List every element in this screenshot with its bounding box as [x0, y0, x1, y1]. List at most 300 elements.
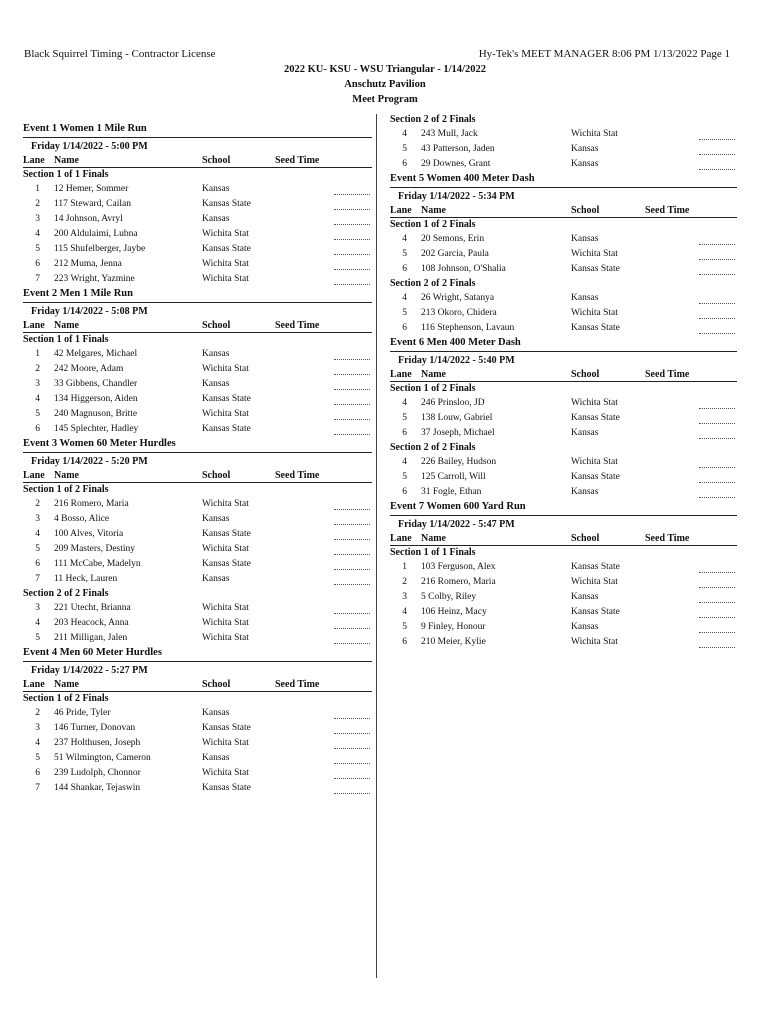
entry-row	[390, 291, 737, 306]
lane-number: 4	[402, 234, 407, 244]
section-title: Section 1 of 1 Finals	[23, 334, 109, 345]
entry-row	[390, 426, 737, 441]
left-column	[23, 122, 372, 796]
name-header: Name	[421, 533, 446, 544]
event-block	[23, 646, 372, 796]
lane-header: Lane	[23, 679, 45, 690]
school-header: School	[571, 205, 600, 216]
athlete-name: 125 Carroll, Will	[421, 472, 486, 482]
athlete-name: 33 Gibbens, Chandler	[54, 379, 138, 389]
school-name: Kansas State	[202, 559, 251, 569]
name-header: Name	[54, 679, 79, 690]
software-page-info: Hy-Tek's MEET MANAGER 8:06 PM 1/13/2022 Page 1	[478, 48, 730, 60]
meet-venue: Anschutz Pavilion	[344, 79, 426, 90]
seed-time-blank	[334, 185, 370, 195]
school-name: Wichita Stat	[202, 768, 249, 778]
athlete-name: 237 Holthusen, Joseph	[54, 738, 141, 748]
lane-number: 3	[35, 603, 40, 613]
athlete-name: 223 Wright, Yazmine	[54, 274, 135, 284]
seed-time-header: Seed Time	[275, 679, 320, 690]
seed-time-blank	[699, 429, 735, 439]
seed-time-blank	[334, 515, 370, 525]
entry-row	[23, 631, 372, 646]
seed-time-header: Seed Time	[645, 205, 690, 216]
column-header	[390, 204, 737, 218]
entry-row	[23, 706, 372, 721]
event-datetime: Friday 1/14/2022 - 5:47 PM	[398, 519, 515, 530]
seed-time-blank	[699, 578, 735, 588]
lane-number: 3	[35, 379, 40, 389]
lane-number: 4	[35, 738, 40, 748]
section-title: Section 2 of 2 Finals	[390, 442, 476, 453]
seed-time-blank	[334, 260, 370, 270]
school-name: Kansas State	[571, 264, 620, 274]
entry-row	[390, 560, 737, 575]
lane-number: 3	[402, 592, 407, 602]
seed-time-blank	[334, 200, 370, 210]
seed-time-header: Seed Time	[275, 470, 320, 481]
entry-row	[23, 766, 372, 781]
school-name: Kansas	[571, 159, 599, 169]
section-title: Section 1 of 1 Finals	[390, 547, 476, 558]
section-title: Section 1 of 2 Finals	[390, 383, 476, 394]
seed-time-blank	[334, 380, 370, 390]
lane-number: 4	[402, 457, 407, 467]
event-datetime: Friday 1/14/2022 - 5:08 PM	[31, 306, 148, 317]
seed-time-blank	[699, 623, 735, 633]
school-name: Wichita Stat	[202, 409, 249, 419]
school-name: Wichita Stat	[202, 274, 249, 284]
seed-time-blank	[699, 593, 735, 603]
school-name: Wichita Stat	[571, 308, 618, 318]
athlete-name: 106 Heinz, Macy	[421, 607, 487, 617]
lane-number: 7	[35, 274, 40, 284]
entry-row	[390, 605, 737, 620]
seed-time-blank	[699, 608, 735, 618]
lane-number: 5	[402, 622, 407, 632]
event-rule	[390, 351, 737, 352]
entry-row	[23, 422, 372, 437]
school-name: Kansas	[202, 349, 230, 359]
entry-row	[390, 306, 737, 321]
entry-row	[23, 721, 372, 736]
athlete-name: 26 Wright, Satanya	[421, 293, 495, 303]
athlete-name: 42 Melgares, Michael	[54, 349, 138, 359]
entry-row	[390, 590, 737, 605]
school-name: Kansas	[571, 428, 599, 438]
school-name: Wichita Stat	[202, 259, 249, 269]
column-header	[23, 319, 372, 333]
school-name: Kansas State	[571, 323, 620, 333]
entry-row	[390, 127, 737, 142]
entry-row	[390, 157, 737, 172]
school-header: School	[202, 470, 231, 481]
event-datetime: Friday 1/14/2022 - 5:00 PM	[31, 141, 148, 152]
lane-number: 2	[402, 577, 407, 587]
entry-row	[390, 485, 737, 500]
entry-row	[390, 142, 737, 157]
school-name: Kansas State	[202, 424, 251, 434]
seed-time-blank	[334, 395, 370, 405]
event-block	[23, 122, 372, 287]
school-name: Kansas	[571, 234, 599, 244]
school-name: Wichita Stat	[202, 618, 249, 628]
seed-time-blank	[334, 560, 370, 570]
school-name: Wichita Stat	[202, 544, 249, 554]
event-block	[23, 437, 372, 646]
school-name: Kansas State	[202, 529, 251, 539]
lane-number: 6	[402, 637, 407, 647]
lane-number: 1	[402, 562, 407, 572]
athlete-name: 240 Magnuson, Britte	[54, 409, 138, 419]
event-datetime: Friday 1/14/2022 - 5:40 PM	[398, 355, 515, 366]
seed-time-blank	[334, 724, 370, 734]
school-name: Kansas State	[571, 562, 620, 572]
lane-number: 4	[35, 229, 40, 239]
school-name: Kansas	[571, 293, 599, 303]
athlete-name: 221 Utecht, Brianna	[54, 603, 131, 613]
seed-time-header: Seed Time	[645, 369, 690, 380]
lane-number: 2	[35, 708, 40, 718]
entry-row	[23, 272, 372, 287]
event-rule	[23, 452, 372, 453]
license-text: Black Squirrel Timing - Contractor License	[24, 48, 216, 60]
seed-time-blank	[699, 488, 735, 498]
lane-number: 4	[402, 293, 407, 303]
entry-row	[390, 455, 737, 470]
seed-time-blank	[334, 739, 370, 749]
entry-row	[390, 470, 737, 485]
athlete-name: 200 Aldulaimi, Lubna	[54, 229, 138, 239]
column-header	[390, 532, 737, 546]
athlete-name: 46 Pride, Tyler	[54, 708, 111, 718]
athlete-name: 216 Romero, Maria	[421, 577, 496, 587]
school-name: Kansas State	[202, 394, 251, 404]
event-title: Event 3 Women 60 Meter Hurdles	[23, 438, 176, 449]
event-rule	[390, 187, 737, 188]
event-block	[390, 172, 737, 336]
entry-row	[23, 182, 372, 197]
seed-time-blank	[699, 294, 735, 304]
athlete-name: 242 Moore, Adam	[54, 364, 124, 374]
entry-row	[23, 377, 372, 392]
school-name: Kansas State	[202, 199, 251, 209]
seed-time-blank	[334, 530, 370, 540]
event-title: Event 4 Men 60 Meter Hurdles	[23, 647, 162, 658]
seed-time-blank	[334, 769, 370, 779]
seed-time-blank	[334, 575, 370, 585]
school-name: Wichita Stat	[202, 633, 249, 643]
seed-time-blank	[699, 458, 735, 468]
lane-number: 5	[402, 413, 407, 423]
athlete-name: 243 Mull, Jack	[421, 129, 478, 139]
entry-row	[23, 527, 372, 542]
school-name: Kansas State	[571, 413, 620, 423]
event-rule	[390, 515, 737, 516]
entry-row	[390, 247, 737, 262]
school-name: Wichita Stat	[571, 249, 618, 259]
lane-number: 5	[402, 144, 407, 154]
lane-number: 4	[402, 129, 407, 139]
section-title: Section 1 of 2 Finals	[23, 484, 109, 495]
entry-row	[23, 601, 372, 616]
event-datetime: Friday 1/14/2022 - 5:27 PM	[31, 665, 148, 676]
lane-number: 5	[35, 409, 40, 419]
seed-time-blank	[334, 709, 370, 719]
athlete-name: 12 Hemer, Sommer	[54, 184, 129, 194]
school-name: Wichita Stat	[202, 364, 249, 374]
seed-time-blank	[699, 250, 735, 260]
school-name: Kansas	[202, 708, 230, 718]
school-name: Kansas	[202, 379, 230, 389]
name-header: Name	[421, 369, 446, 380]
school-name: Kansas	[571, 487, 599, 497]
section-title: Section 2 of 2 Finals	[390, 278, 476, 289]
entry-row	[23, 557, 372, 572]
school-name: Kansas State	[202, 723, 251, 733]
seed-time-blank	[334, 215, 370, 225]
lane-number: 6	[402, 264, 407, 274]
lane-number: 3	[35, 214, 40, 224]
entry-row	[23, 227, 372, 242]
lane-number: 7	[35, 783, 40, 793]
event-title: Event 2 Men 1 Mile Run	[23, 288, 133, 299]
school-name: Wichita Stat	[202, 738, 249, 748]
school-name: Wichita Stat	[202, 499, 249, 509]
lane-number: 3	[35, 723, 40, 733]
seed-time-blank	[699, 160, 735, 170]
athlete-name: 134 Higgerson, Aiden	[54, 394, 138, 404]
lane-header: Lane	[23, 320, 45, 331]
right-column	[390, 113, 737, 650]
athlete-name: 212 Muma, Jenna	[54, 259, 122, 269]
entry-row	[23, 616, 372, 631]
athlete-name: 209 Masters, Destiny	[54, 544, 136, 554]
athlete-name: 138 Louw, Gabriel	[421, 413, 493, 423]
seed-time-blank	[699, 309, 735, 319]
seed-time-blank	[334, 410, 370, 420]
section-title: Section 1 of 1 Finals	[23, 169, 109, 180]
entry-row	[23, 212, 372, 227]
event-title: Event 5 Women 400 Meter Dash	[390, 173, 535, 184]
lane-header: Lane	[390, 369, 412, 380]
athlete-name: 216 Romero, Maria	[54, 499, 129, 509]
school-name: Kansas	[202, 514, 230, 524]
athlete-name: 117 Steward, Cailan	[54, 199, 131, 209]
lane-number: 1	[35, 184, 40, 194]
entry-row	[23, 542, 372, 557]
lane-number: 6	[35, 424, 40, 434]
school-name: Wichita Stat	[202, 229, 249, 239]
athlete-name: 108 Johnson, O'Shalia	[421, 264, 506, 274]
seed-time-blank	[334, 784, 370, 794]
athlete-name: 29 Downes, Grant	[421, 159, 491, 169]
school-name: Kansas	[202, 184, 230, 194]
entry-row	[23, 347, 372, 362]
school-name: Wichita Stat	[571, 398, 618, 408]
lane-number: 6	[402, 159, 407, 169]
athlete-name: 116 Stephenson, Lavaun	[421, 323, 515, 333]
school-name: Kansas	[571, 592, 599, 602]
seed-time-blank	[334, 245, 370, 255]
athlete-name: 211 Milligan, Jalen	[54, 633, 128, 643]
lane-number: 5	[35, 753, 40, 763]
athlete-name: 51 Wilmington, Cameron	[54, 753, 151, 763]
lane-number: 5	[35, 544, 40, 554]
school-name: Kansas State	[202, 783, 251, 793]
lane-number: 6	[35, 259, 40, 269]
seed-time-blank	[334, 425, 370, 435]
entry-row	[23, 572, 372, 587]
athlete-name: 115 Shufelberger, Jaybe	[54, 244, 146, 254]
athlete-name: 203 Heacock, Anna	[54, 618, 129, 628]
seed-time-blank	[334, 545, 370, 555]
seed-time-blank	[334, 754, 370, 764]
lane-number: 6	[35, 768, 40, 778]
seed-time-blank	[699, 145, 735, 155]
seed-time-blank	[699, 399, 735, 409]
entry-row	[23, 781, 372, 796]
seed-time-blank	[334, 275, 370, 285]
athlete-name: 145 Splechter, Hadley	[54, 424, 139, 434]
athlete-name: 20 Semons, Erin	[421, 234, 485, 244]
entry-row	[390, 635, 737, 650]
school-name: Kansas State	[571, 607, 620, 617]
athlete-name: 11 Heck, Lauren	[54, 574, 118, 584]
event-datetime: Friday 1/14/2022 - 5:20 PM	[31, 456, 148, 467]
athlete-name: 246 Prinsloo, JD	[421, 398, 485, 408]
event-title: Event 1 Women 1 Mile Run	[23, 123, 147, 134]
column-header	[23, 678, 372, 692]
school-name: Kansas State	[571, 472, 620, 482]
entry-row	[390, 232, 737, 247]
entry-row	[390, 262, 737, 277]
lane-number: 5	[402, 249, 407, 259]
lane-number: 3	[35, 514, 40, 524]
event-block	[390, 113, 737, 172]
entry-row	[23, 497, 372, 512]
athlete-name: 9 Finley, Honour	[421, 622, 486, 632]
column-divider	[376, 114, 377, 978]
event-rule	[23, 302, 372, 303]
event-datetime: Friday 1/14/2022 - 5:34 PM	[398, 191, 515, 202]
lane-number: 4	[402, 398, 407, 408]
event-block	[390, 336, 737, 500]
school-header: School	[571, 533, 600, 544]
seed-time-header: Seed Time	[275, 320, 320, 331]
name-header: Name	[54, 470, 79, 481]
name-header: Name	[421, 205, 446, 216]
column-header	[390, 368, 737, 382]
section-title: Section 2 of 2 Finals	[390, 114, 476, 125]
seed-time-blank	[334, 230, 370, 240]
lane-number: 5	[35, 633, 40, 643]
school-name: Wichita Stat	[202, 603, 249, 613]
column-header	[23, 154, 372, 168]
entry-row	[23, 257, 372, 272]
school-header: School	[202, 679, 231, 690]
school-name: Wichita Stat	[571, 457, 618, 467]
name-header: Name	[54, 320, 79, 331]
lane-number: 1	[35, 349, 40, 359]
athlete-name: 144 Shankar, Tejaswin	[54, 783, 141, 793]
program-subtitle: Meet Program	[352, 94, 418, 105]
athlete-name: 146 Turner, Donovan	[54, 723, 136, 733]
entry-row	[390, 620, 737, 635]
school-name: Wichita Stat	[571, 637, 618, 647]
school-name: Wichita Stat	[571, 577, 618, 587]
athlete-name: 5 Colby, Riley	[421, 592, 477, 602]
entry-row	[23, 751, 372, 766]
school-name: Kansas	[571, 622, 599, 632]
seed-time-blank	[334, 634, 370, 644]
section-title: Section 1 of 2 Finals	[390, 219, 476, 230]
entry-row	[23, 392, 372, 407]
seed-time-blank	[699, 235, 735, 245]
seed-time-blank	[334, 619, 370, 629]
seed-time-blank	[334, 350, 370, 360]
seed-time-blank	[334, 604, 370, 614]
school-name: Kansas State	[202, 244, 251, 254]
athlete-name: 111 McCabe, Madelyn	[54, 559, 141, 569]
section-title: Section 2 of 2 Finals	[23, 588, 109, 599]
seed-time-blank	[334, 365, 370, 375]
section-title: Section 1 of 2 Finals	[23, 693, 109, 704]
entry-row	[23, 242, 372, 257]
lane-number: 2	[35, 499, 40, 509]
school-name: Kansas	[202, 753, 230, 763]
lane-number: 5	[402, 308, 407, 318]
lane-number: 2	[35, 199, 40, 209]
school-name: Kansas	[202, 214, 230, 224]
school-header: School	[202, 155, 231, 166]
entry-row	[23, 407, 372, 422]
event-rule	[23, 137, 372, 138]
athlete-name: 103 Ferguson, Alex	[421, 562, 496, 572]
lane-number: 7	[35, 574, 40, 584]
athlete-name: 210 Meier, Kylie	[421, 637, 486, 647]
lane-header: Lane	[390, 533, 412, 544]
lane-number: 4	[35, 529, 40, 539]
entry-row	[23, 362, 372, 377]
entry-row	[390, 575, 737, 590]
athlete-name: 100 Alves, Vitoria	[54, 529, 124, 539]
athlete-name: 31 Fogle, Ethan	[421, 487, 482, 497]
entry-row	[390, 411, 737, 426]
event-block	[23, 287, 372, 437]
seed-time-blank	[699, 324, 735, 334]
athlete-name: 239 Ludolph, Chonnor	[54, 768, 141, 778]
lane-number: 5	[402, 472, 407, 482]
athlete-name: 37 Joseph, Michael	[421, 428, 495, 438]
school-name: Kansas	[202, 574, 230, 584]
athlete-name: 226 Bailey, Hudson	[421, 457, 497, 467]
entry-row	[23, 197, 372, 212]
event-block	[390, 500, 737, 650]
seed-time-blank	[699, 414, 735, 424]
seed-time-blank	[334, 500, 370, 510]
seed-time-blank	[699, 130, 735, 140]
school-header: School	[571, 369, 600, 380]
school-name: Wichita Stat	[571, 129, 618, 139]
athlete-name: 202 Garcia, Paula	[421, 249, 489, 259]
lane-number: 6	[402, 323, 407, 333]
seed-time-blank	[699, 563, 735, 573]
seed-time-header: Seed Time	[275, 155, 320, 166]
seed-time-blank	[699, 265, 735, 275]
lane-number: 4	[35, 394, 40, 404]
athlete-name: 4 Bosso, Alice	[54, 514, 110, 524]
